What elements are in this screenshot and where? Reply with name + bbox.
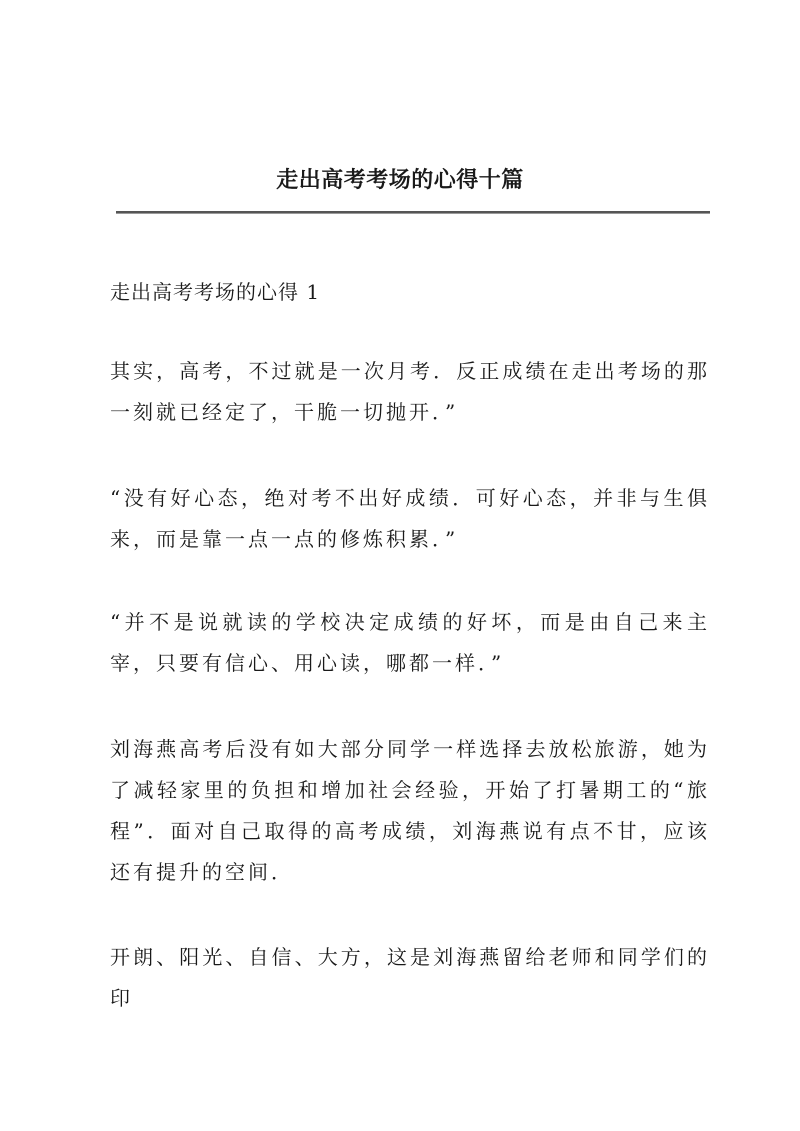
paragraph-2: “没有好心态，绝对考不出好成绩．可好心态，并非与生俱来，而是靠一点一点的修炼积累．”: [110, 486, 710, 551]
paragraph-4: 刘海燕高考后没有如大部分同学一样选择去放松旅游，她为了减轻家里的负担和增加社会经验，开始了打暑期工的“旅程”．面对自己取得的高考成绩，刘海燕说有点不甘，应该还有提升的空间．: [110, 737, 710, 884]
paragraph-5: 开朗、阳光、自信、大方，这是刘海燕留给老师和同学们的印: [110, 945, 710, 1010]
document-title: 走出高考考场的心得十篇: [276, 167, 524, 193]
title-divider: [116, 211, 710, 214]
paragraph-1: 其实，高考，不过就是一次月考．反正成绩在走出考场的那一刻就已经定了，干脆一切抛开．”: [110, 359, 710, 424]
paragraph-3: “并不是说就读的学校决定成绩的好坏，而是由自己来主宰，只要有信心、用心读，哪都一样．”: [110, 610, 710, 675]
section-heading: 走出高考考场的心得 1: [110, 280, 321, 304]
